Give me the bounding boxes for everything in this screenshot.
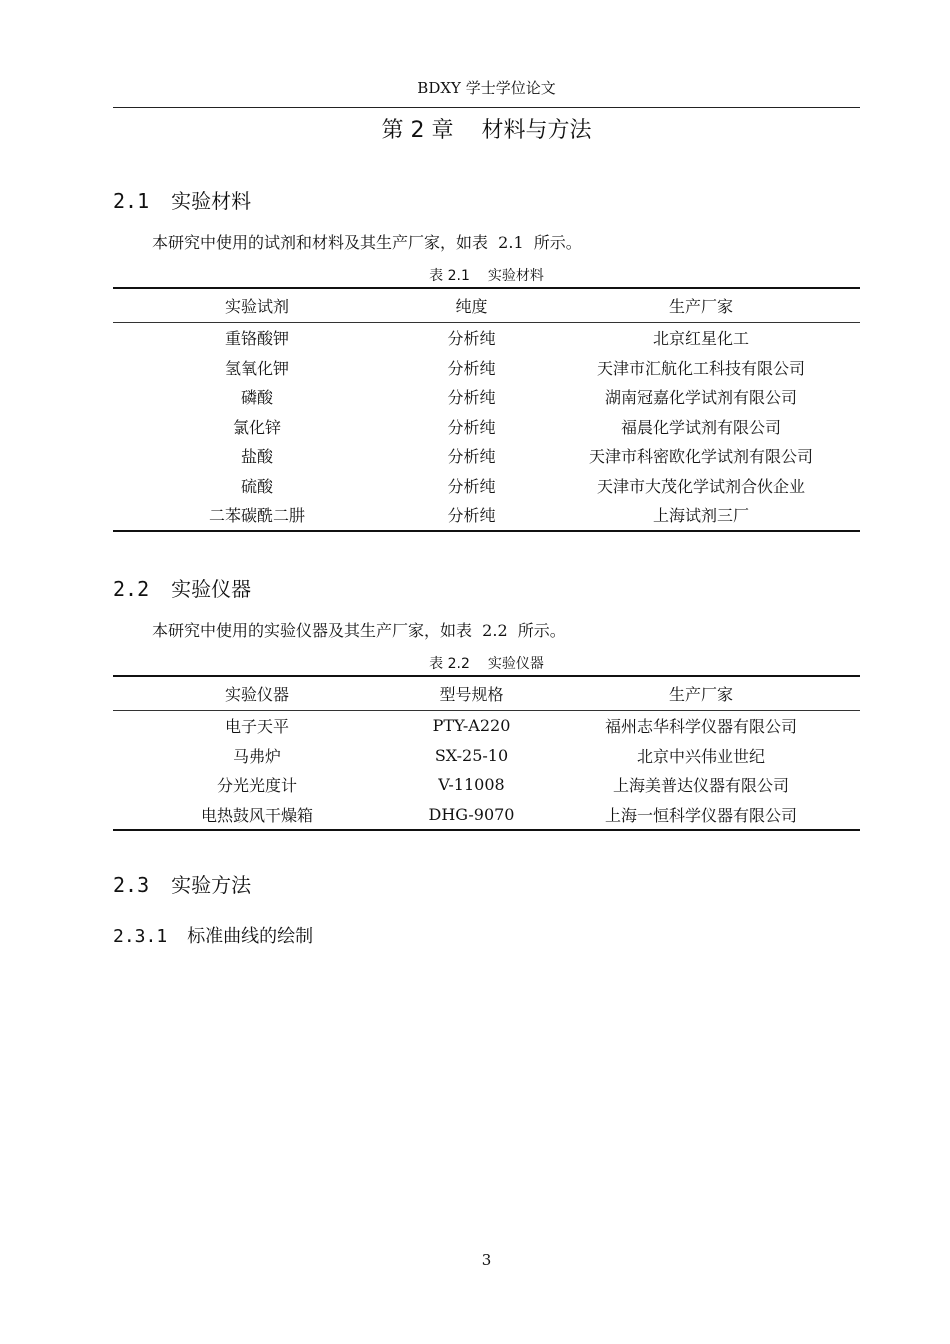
table-row: [113, 741, 860, 771]
instrument-cell: 电热鼓风干燥箱: [113, 800, 401, 831]
manufacturer-cell: 福晨化学试剂有限公司: [620, 417, 781, 437]
purity-cell: 分析纯: [447, 329, 496, 349]
section-2-1-intro: 本研究中使用的试剂和材料及其生产厂家，如表 2.1 所示。: [152, 233, 582, 252]
table-row: [113, 441, 860, 471]
purity-cell: 分析纯: [447, 417, 496, 437]
section-number: 2.2: [113, 577, 150, 601]
table-2-2-caption: [113, 655, 860, 673]
section-title: 实验材料: [171, 189, 252, 213]
subsection-title: 标准曲线的绘制: [187, 926, 314, 947]
subsection-heading-2-3-1: [113, 925, 313, 949]
table-header-row: [113, 288, 860, 323]
caption-title: 实验材料: [487, 268, 544, 284]
table-row: [113, 500, 860, 531]
table-row: [113, 412, 860, 442]
purity-cell: 分析纯: [447, 447, 496, 467]
column-header: 型号规格: [401, 676, 542, 711]
reagent-cell: 氢氧化钾: [224, 358, 289, 378]
table-row: [113, 711, 860, 741]
manufacturer-cell: 上海试剂三厂: [542, 500, 860, 531]
column-header: 实验仪器: [113, 676, 401, 711]
manufacturer-cell: 天津市大茂化学试剂合伙企业: [596, 476, 805, 496]
section-heading-2-3: [113, 872, 251, 898]
section-title: 实验方法: [171, 873, 252, 897]
purity-cell: 分析纯: [447, 388, 496, 408]
manufacturer-cell: 上海美普达仪器有限公司: [612, 776, 789, 796]
column-header: 生产厂家: [542, 288, 860, 323]
caption-number: 表 2.1: [429, 268, 470, 284]
table-row: [113, 323, 860, 353]
purity-cell: 分析纯: [447, 358, 496, 378]
instrument-cell: 分光光度计: [216, 776, 297, 796]
instrument-cell: 电子天平: [224, 717, 289, 737]
section-heading-2-1: [113, 188, 251, 214]
model-cell: PTY-A220: [432, 716, 511, 736]
manufacturer-cell: 上海一恒科学仪器有限公司: [542, 800, 860, 831]
table-row: [113, 353, 860, 383]
manufacturer-cell: 福州志华科学仪器有限公司: [604, 717, 797, 737]
instruments-table: [113, 675, 860, 831]
section-number: 2.3: [113, 873, 150, 897]
reagent-cell: 重铬酸钾: [224, 329, 289, 349]
section-number: 2.1: [113, 189, 150, 213]
column-header: 生产厂家: [542, 676, 860, 711]
model-cell: V-11008: [438, 775, 505, 795]
manufacturer-cell: 天津市科密欧化学试剂有限公司: [588, 447, 813, 467]
page-number: 3: [481, 1251, 492, 1269]
table-row: [113, 471, 860, 501]
manufacturer-cell: 湖南冠嘉化学试剂有限公司: [604, 388, 797, 408]
section-heading-2-2: [113, 576, 251, 602]
manufacturer-cell: 天津市汇航化工科技有限公司: [596, 358, 805, 378]
model-cell: DHG-9070: [401, 800, 542, 831]
instrument-cell: 马弗炉: [232, 746, 281, 766]
section-title: 实验仪器: [171, 577, 252, 601]
header-rule: [113, 107, 860, 108]
caption-number: 表 2.2: [429, 656, 470, 672]
subsection-number: 2.3.1: [113, 926, 168, 947]
table-row: [113, 770, 860, 800]
reagent-cell: 氯化锌: [232, 417, 281, 437]
column-header: 纯度: [401, 288, 542, 323]
column-header: 实验试剂: [113, 288, 401, 323]
table-row: [113, 800, 860, 831]
table-row: [113, 382, 860, 412]
manufacturer-cell: 北京中兴伟业世纪: [636, 746, 765, 766]
reagent-cell: 硫酸: [240, 476, 273, 496]
chapter-title: [113, 116, 860, 146]
reagent-cell: 磷酸: [240, 388, 273, 408]
caption-title: 实验仪器: [487, 656, 544, 672]
manufacturer-cell: 北京红星化工: [652, 329, 749, 349]
reagent-cell: 盐酸: [240, 447, 273, 467]
purity-cell: 分析纯: [401, 500, 542, 531]
table-header-row: [113, 676, 860, 711]
running-header: BDXY 学士学位论文: [417, 79, 556, 97]
section-2-2-intro: 本研究中使用的实验仪器及其生产厂家，如表 2.2 所示。: [152, 621, 566, 640]
purity-cell: 分析纯: [447, 476, 496, 496]
table-2-1-caption: [113, 267, 860, 285]
chapter-number: 第 2 章: [381, 118, 454, 143]
reagent-cell: 二苯碳酰二肼: [113, 500, 401, 531]
chapter-name: 材料与方法: [481, 118, 592, 143]
materials-table: [113, 287, 860, 532]
model-cell: SX-25-10: [434, 745, 509, 765]
